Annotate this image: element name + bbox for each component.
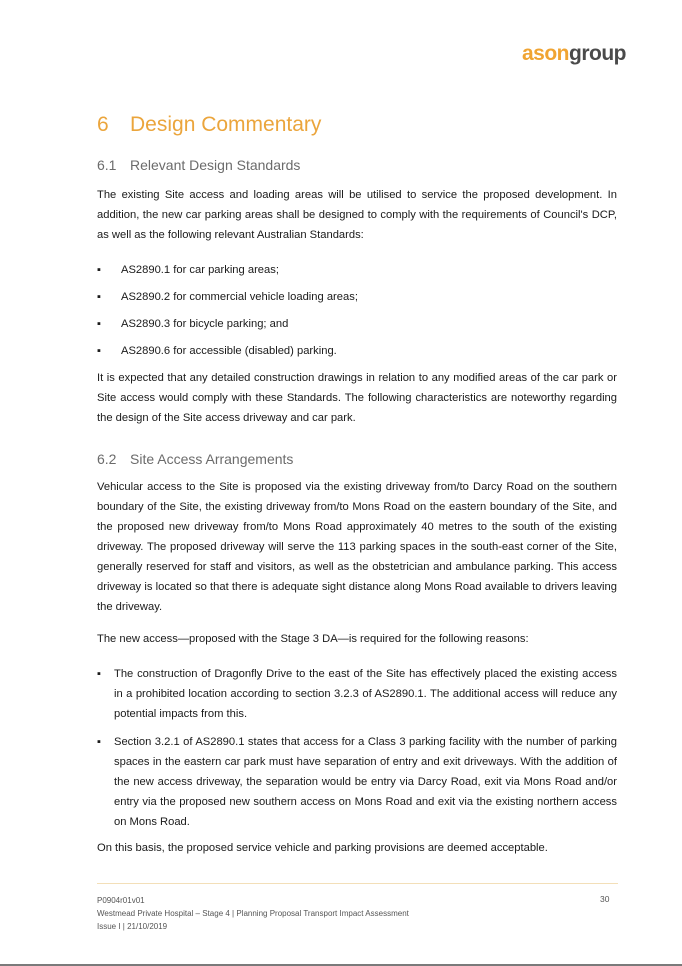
footer-doc-ref: P0904r01v01 bbox=[97, 896, 145, 905]
subsection-title: Site Access Arrangements bbox=[130, 451, 294, 467]
list-item-text: AS2890.1 for car parking areas; bbox=[121, 264, 279, 276]
list-item bbox=[97, 287, 358, 307]
page-number: 30 bbox=[600, 894, 610, 904]
subsection-heading-6-1 bbox=[97, 157, 300, 173]
footer-issue: Issue I | 21/10/2019 bbox=[97, 922, 168, 931]
bullet-icon: ▪ bbox=[97, 318, 101, 330]
bullet-icon: ▪ bbox=[97, 736, 101, 748]
list-item bbox=[97, 260, 279, 280]
list-item-text: AS2890.2 for commercial vehicle loading areas; bbox=[121, 291, 358, 303]
standards-paragraph: It is expected that any detailed construction drawings in relation to any modified areas of the car park or Site access would comply with these Standards. The following characteristics are noteworthy regarding the design of the Site access driveway and car park. bbox=[97, 372, 617, 424]
logo-part-ason: ason bbox=[522, 42, 570, 65]
reasons-intro-paragraph: The new access—proposed with the Stage 3 DA—is required for the following reasons: bbox=[97, 633, 529, 645]
asongroup-logo bbox=[522, 42, 626, 66]
footer-project: Westmead Private Hospital – Stage 4 | Planning Proposal Transport Impact Assessment bbox=[97, 909, 409, 918]
list-item bbox=[97, 341, 337, 361]
subsection-title: Relevant Design Standards bbox=[130, 157, 301, 173]
subsection-heading-6-2 bbox=[97, 451, 293, 467]
subsection-number: 6.1 bbox=[97, 157, 117, 173]
conclusion-paragraph: On this basis, the proposed service vehicle and parking provisions are deemed acceptable. bbox=[97, 842, 548, 854]
subsection-number: 6.2 bbox=[97, 451, 117, 467]
logo-part-group: group bbox=[569, 42, 626, 65]
list-item-text: The construction of Dragonfly Drive to the east of the Site has effectively placed the existing access in a prohibited location according to section 3.2.3 of AS2890.1. The additional access will reduce any potential impacts from this. bbox=[114, 668, 617, 720]
bullet-icon: ▪ bbox=[97, 345, 101, 357]
list-item-text: AS2890.6 for accessible (disabled) parking. bbox=[121, 345, 337, 357]
vehicular-access-paragraph: Vehicular access to the Site is proposed via the existing driveway from/to Darcy Road on the southern boundary of the Site, the existing driveway from/to Mons Road on the eastern boundary of the Site, and the proposed new driveway from/to Mons Road approximately 40 metres to the south of the existing driveway. The proposed driveway will serve the 113 parking spaces in the south-east corner of the Site, generally reserved for staff and visitors, as well as the obstetrician and ambulance parking. This access driveway is located so that there is adequate sight distance along Mons Road available to drivers leaving the driveway. bbox=[97, 481, 617, 613]
list-item bbox=[97, 664, 617, 724]
bullet-icon: ▪ bbox=[97, 291, 101, 303]
intro-paragraph: The existing Site access and loading areas will be utilised to service the proposed development. In addition, the new car parking areas shall be designed to comply with the requirements of Council's DCP, as well as the following relevant Australian Standards: bbox=[97, 189, 617, 241]
bullet-icon: ▪ bbox=[97, 264, 101, 276]
list-item bbox=[97, 732, 617, 832]
list-item-text: AS2890.3 for bicycle parking; and bbox=[121, 318, 289, 330]
bullet-icon: ▪ bbox=[97, 668, 101, 680]
list-item-text: Section 3.2.1 of AS2890.1 states that access for a Class 3 parking facility with the number of parking spaces in the eastern car park must have separation of entry and exit driveways. With the addition of the new access driveway, the separation would be entry via Darcy Road, exit via Mons Road and/or entry via the proposed new southern access on Mons Road and exit via the existing northern access on Mons Road. bbox=[114, 736, 617, 828]
section-title: Design Commentary bbox=[130, 113, 322, 136]
section-number: 6 bbox=[97, 113, 109, 136]
footer-divider bbox=[97, 883, 618, 884]
list-item bbox=[97, 314, 288, 334]
section-heading bbox=[97, 113, 321, 137]
